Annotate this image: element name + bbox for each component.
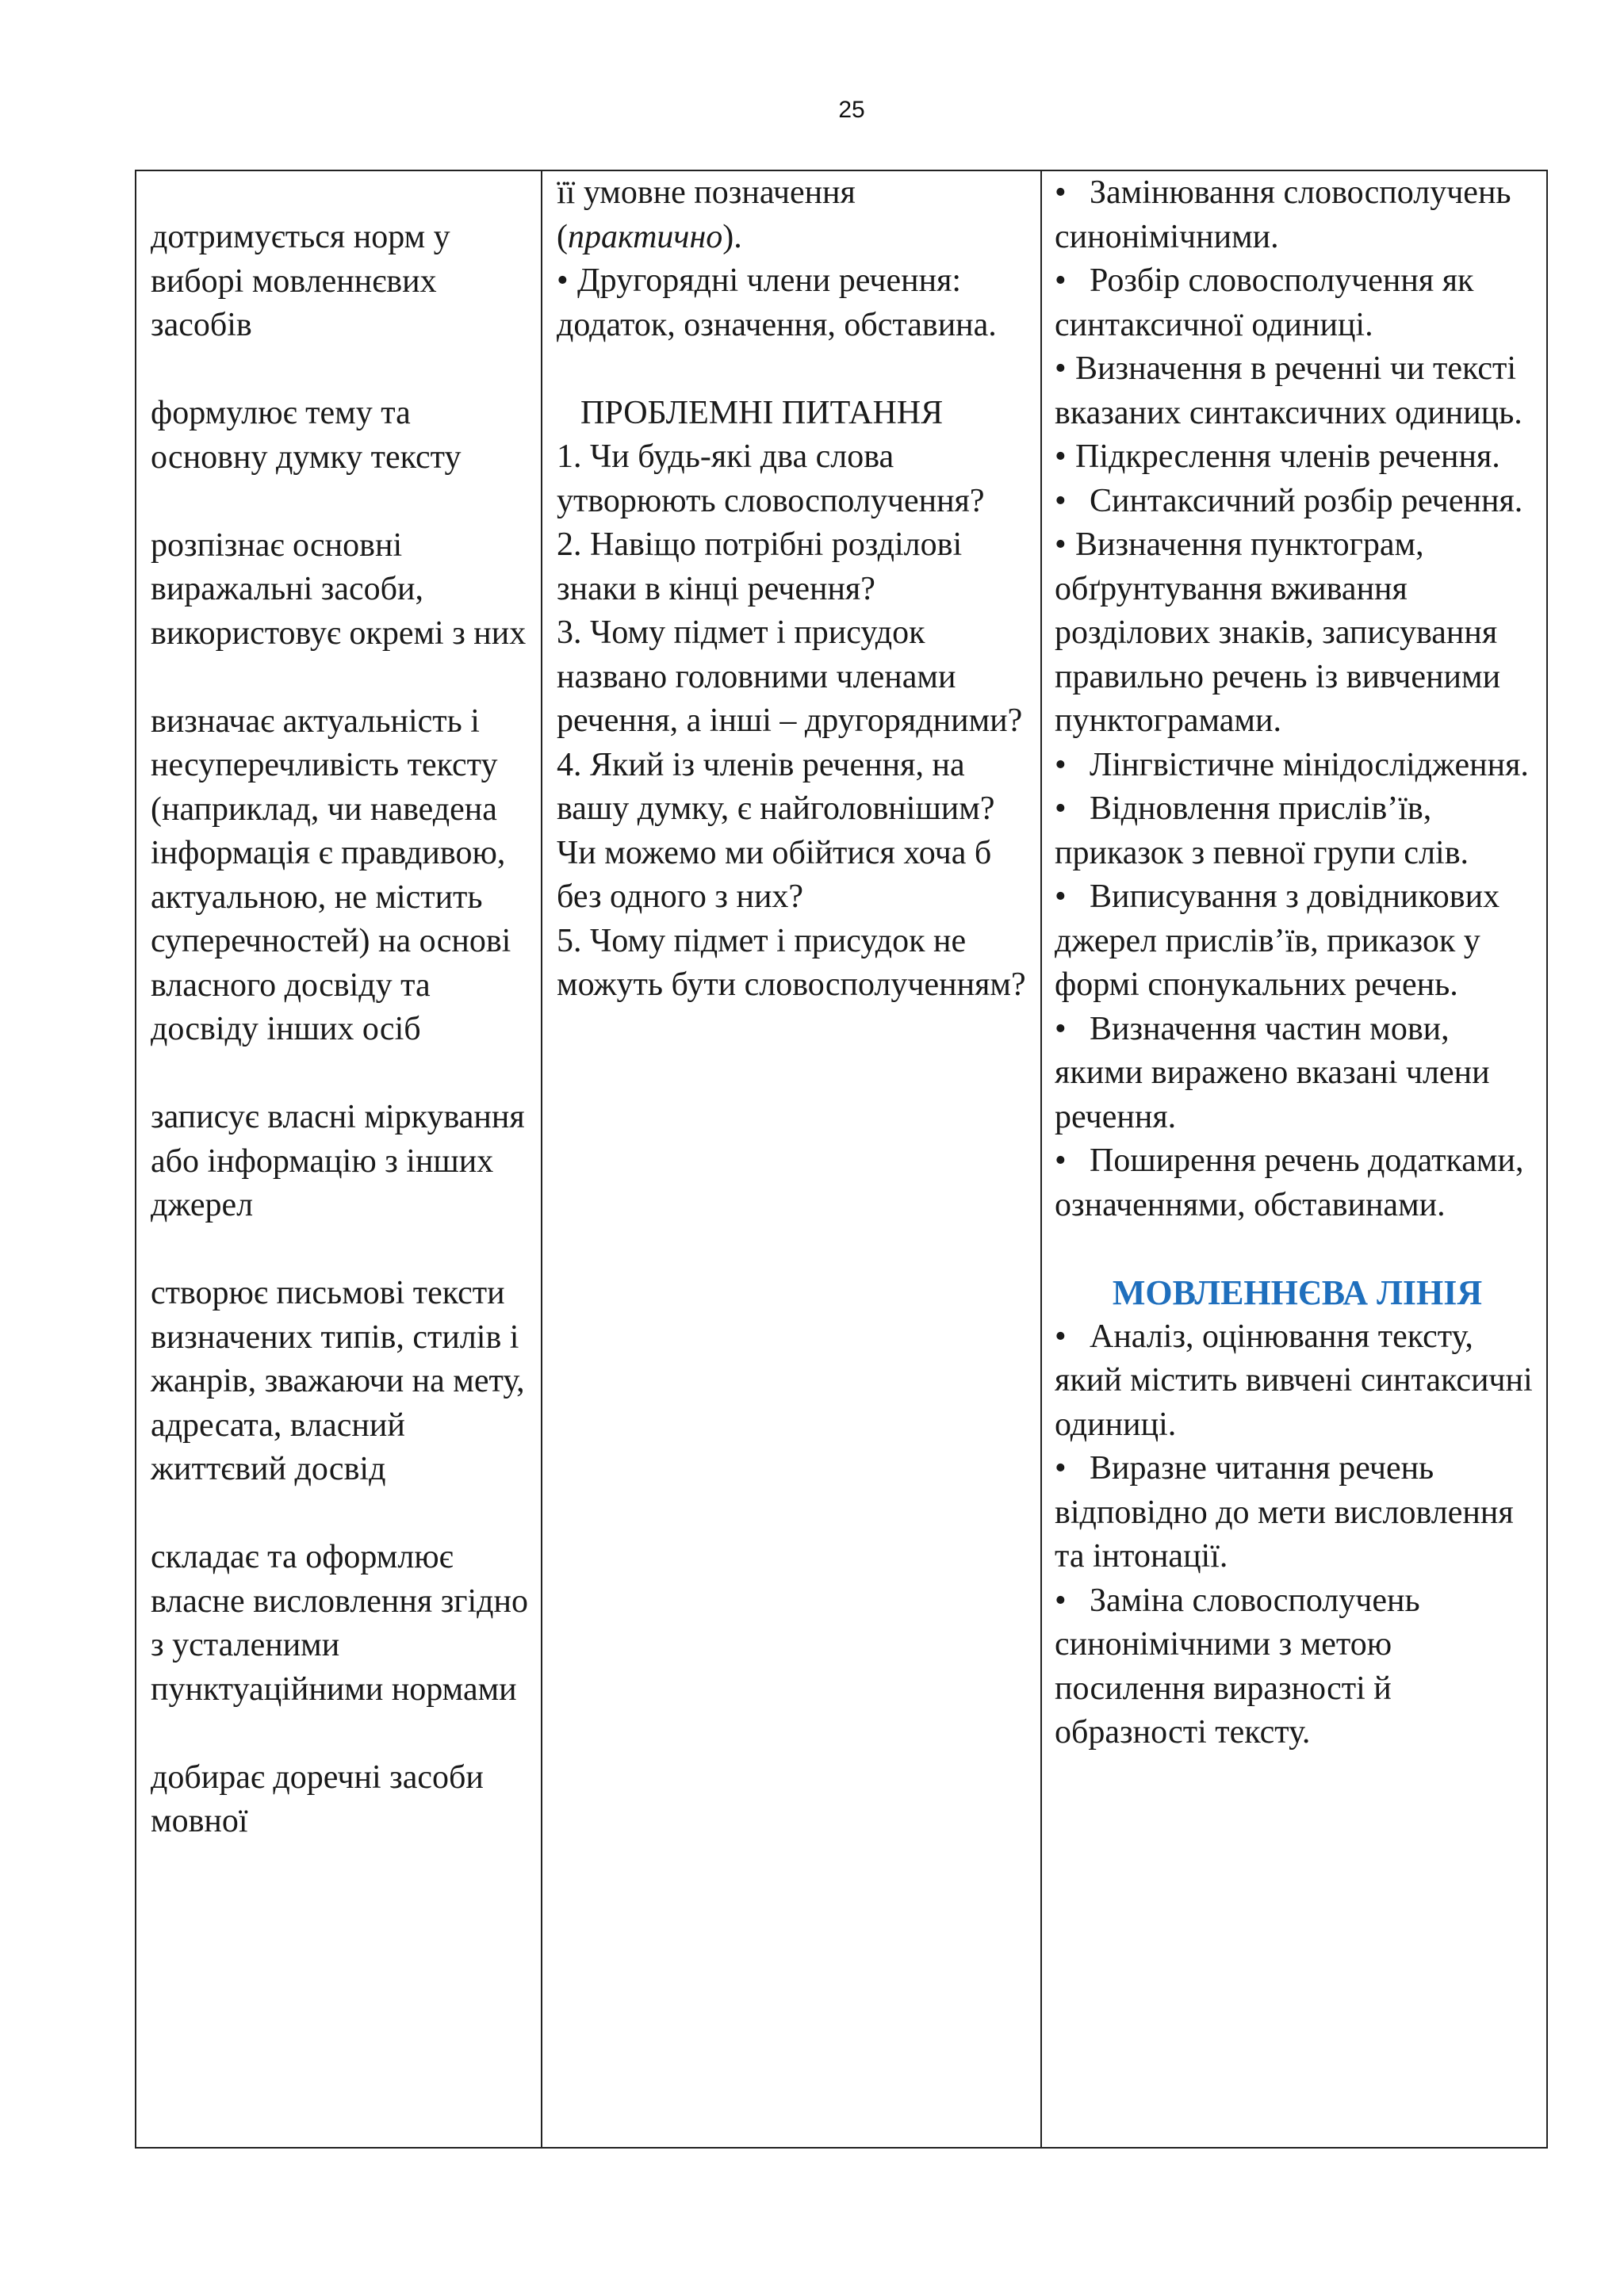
activity-item: • Синтаксичний розбір речення. xyxy=(1055,480,1540,524)
bullet-icon: • xyxy=(1055,878,1067,915)
learning-outcomes-column xyxy=(136,171,542,2147)
speech-item: • Заміна словосполучень синонімічними з метою посилення виразності й образності тексту. xyxy=(1055,1579,1540,1755)
question-item: 1. Чи будь-які два слова утворюють словосполучення? xyxy=(557,438,985,519)
activity-item: • Визначення в реченні чи тексті вказаних синтаксичних одиниць. xyxy=(1055,347,1540,435)
outcome-text: добирає доречні засоби мовної xyxy=(151,1758,484,1839)
activity-item: • Визначення частин мови, якими виражено вказані члени речення. xyxy=(1055,1008,1540,1140)
activity-item: • Лінгвістичне мінідослідження. xyxy=(1055,744,1540,788)
bullet-icon: • xyxy=(1055,746,1067,783)
activity-item: • Поширення речень додатками, означеннями, обставинами. xyxy=(1055,1139,1540,1227)
outcome-text: визначає актуальність і несуперечливість тексту (наприклад, чи наведена інформація є правдивою, актуальною, не містить суперечностей) на основі власного досвіду та досвіду інших осіб xyxy=(151,702,511,1047)
activity-item: • Розбір словосполучення як синтаксичної одиниці. xyxy=(1055,259,1540,347)
bullet-icon: • xyxy=(1055,1450,1067,1487)
italic-note: практично xyxy=(568,218,723,255)
bullet-icon: • xyxy=(1055,262,1067,299)
activity-item: • Підкреслення членів речення. xyxy=(1055,435,1540,480)
activity-item: • Відновлення прислів’їв, приказок з певної групи слів. xyxy=(1055,787,1540,875)
speech-item: • Виразне читання речень відповідно до мети висловлення та інтонації. xyxy=(1055,1447,1540,1579)
outcome-text: формулює тему та основну думку тексту xyxy=(151,395,462,476)
activity-item: • Виписування з довідникових джерел прислів’їв, приказок у формі спонукальних речень. xyxy=(1055,875,1540,1008)
bullet-icon: • xyxy=(1055,1010,1067,1047)
bullet-icon: • xyxy=(1055,438,1067,475)
speech-item: • Аналіз, оцінювання тексту, який містить вивчені синтаксичні одиниці. xyxy=(1055,1315,1540,1448)
outcome-text: дотримується норм у виборі мовленнєвих засобів xyxy=(151,219,450,343)
outcome-text: створює письмові тексти визначених типів, стилів і жанрів, зважаючи на мету, адресата, власний життєвий досвід xyxy=(151,1275,525,1487)
bullet-icon: • xyxy=(557,262,569,299)
question-item: 2. Навіщо потрібні розділові знаки в кінці речення? xyxy=(557,526,963,607)
outcome-text: записує власні міркування або інформацію з інших джерел xyxy=(151,1099,525,1223)
bullet-icon: • xyxy=(1055,350,1067,387)
bullet-icon: • xyxy=(1055,1582,1067,1619)
content-bullet-item: • Другорядні члени речення: додаток, означення, обставина. xyxy=(557,259,1032,347)
content-line: (практично). xyxy=(557,218,742,255)
question-item: 5. Чому підмет і присудок не можуть бути словосполученням? xyxy=(557,922,1026,1003)
content-column xyxy=(542,171,1042,2147)
page-number: 25 xyxy=(838,97,865,123)
question-item: 3. Чому підмет і присудок названо головними членами речення, а інші – другорядними? xyxy=(557,614,1023,739)
activity-item: • Визначення пунктограм, обґрунтування вживання розділових знаків, записування правильно речень із вивченими пунктограмами. xyxy=(1055,523,1540,744)
activities-column xyxy=(1042,171,1546,2147)
curriculum-table xyxy=(135,170,1548,2149)
content-line: її умовне позначення xyxy=(557,174,856,211)
outcome-text: складає та оформлює власне висловлення згідно з усталеними пунктуаційними нормами xyxy=(151,1539,529,1708)
activity-item: • Замінювання словосполучень синонімічними. xyxy=(1055,171,1540,259)
speech-line-heading: МОВЛЕННЄВА ЛІНІЯ xyxy=(1112,1273,1483,1312)
bullet-icon: • xyxy=(1055,482,1067,519)
bullet-icon: • xyxy=(1055,526,1067,563)
question-item: 4. Який із членів речення, на вашу думку, є найголовнішим? Чи можемо ми обійтися хоча б без одного з них? xyxy=(557,746,995,915)
bullet-icon: • xyxy=(1055,790,1067,827)
bullet-icon: • xyxy=(1055,1318,1067,1355)
problem-questions-heading: ПРОБЛЕМНІ ПИТАННЯ xyxy=(580,394,944,431)
outcome-text: розпізнає основні виражальні засоби, використовує окремі з них xyxy=(151,526,527,652)
bullet-icon: • xyxy=(1055,174,1067,211)
bullet-icon: • xyxy=(1055,1142,1067,1179)
